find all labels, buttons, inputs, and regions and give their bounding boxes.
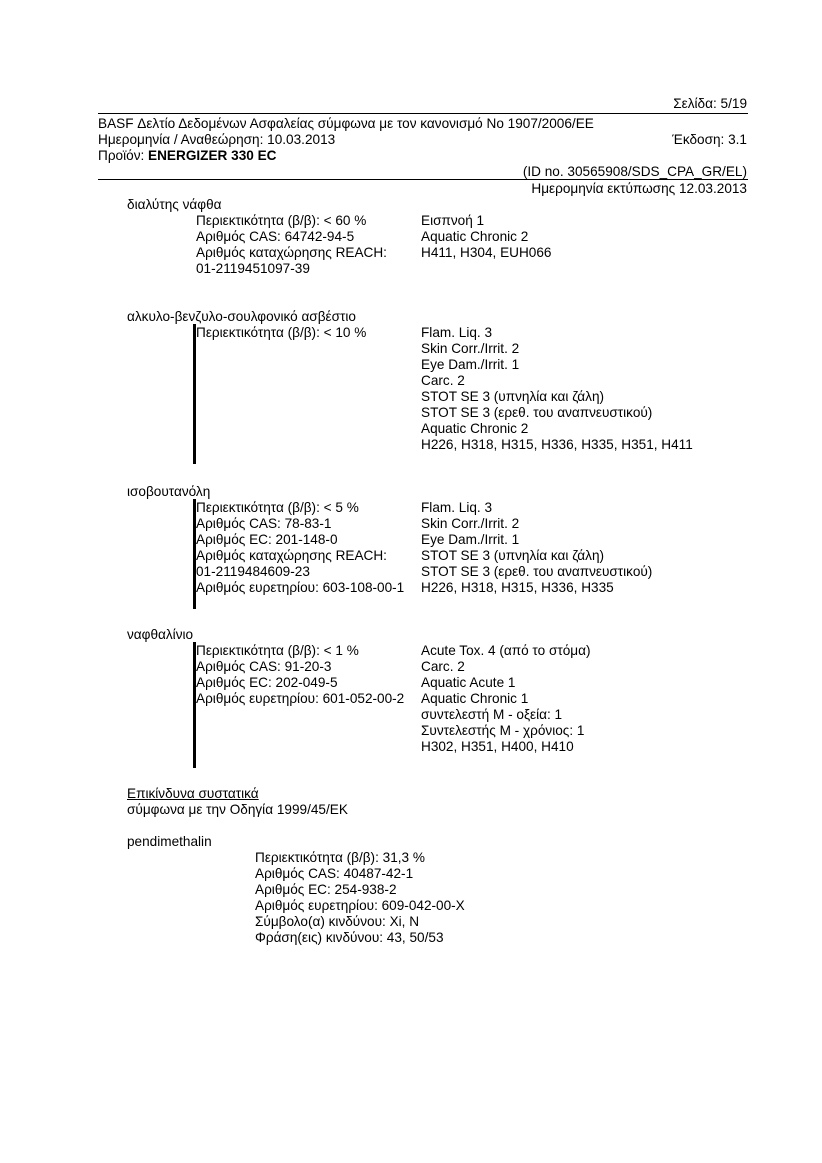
classification-line: Flam. Liq. 3 (421, 325, 493, 340)
property-line: Αριθμός ευρετηρίου: 609-042-00-X (255, 898, 465, 913)
classification-line: Εισπνοή 1 (421, 213, 485, 228)
substance-name: αλκυλο-βενζυλο-σουλφονικό ασβέστιο (127, 309, 356, 324)
substance-classification (421, 643, 591, 755)
substance-properties (196, 643, 404, 707)
classification-line: συντελεστή M - οξεία: 1 (421, 707, 563, 722)
product-label: Προϊόν: (98, 148, 149, 163)
substance-properties (255, 850, 465, 946)
classification-line: H226, H318, H315, H336, H335, H351, H411 (421, 437, 693, 452)
substance-name: ναφθαλίνιο (127, 627, 194, 642)
product-line (98, 148, 276, 164)
header-top-rule (98, 113, 748, 114)
classification-line: Eye Dam./Irrit. 1 (421, 357, 520, 372)
property-line: Αριθμός CAS: 91-20-3 (196, 659, 332, 674)
classification-line: STOT SE 3 (υπνηλία και ζάλη) (421, 548, 605, 563)
revision-bar (193, 324, 196, 464)
property-line: Αριθμός EC: 254-938-2 (255, 882, 397, 897)
classification-line: Flam. Liq. 3 (421, 500, 493, 515)
property-line: Αριθμός CAS: 40487-42-1 (255, 866, 414, 881)
revision-date: Ημερομηνία / Αναθεώρηση: 10.03.2013 (98, 132, 336, 147)
substance-name: ισοβουτανόλη (127, 484, 211, 499)
classification-line: STOT SE 3 (υπνηλία και ζάλη) (421, 389, 605, 404)
substance-name: διαλύτης νάφθα (127, 197, 222, 212)
substance-name: pendimethalin (127, 834, 212, 849)
classification-line: STOT SE 3 (ερεθ. του αναπνευστικού) (421, 405, 653, 420)
page-number: Σελίδα: 5/19 (673, 96, 747, 111)
property-line: Αριθμός ευρετηρίου: 603-108-00-1 (196, 580, 405, 595)
substance-classification (421, 325, 693, 453)
classification-line: H302, H351, H400, H410 (421, 739, 574, 754)
header-bottom-rule (98, 179, 748, 180)
substance-properties (196, 325, 366, 341)
property-line: Αριθμός EC: 202-049-5 (196, 675, 338, 690)
version: Έκδοση: 3.1 (672, 132, 747, 147)
classification-line: H411, H304, EUH066 (421, 245, 552, 260)
section-title: Επικίνδυνα συστατικά (127, 786, 259, 801)
property-line: 01-2119484609-23 (196, 564, 310, 579)
section-subtitle: σύμφωνα με την Οδηγία 1999/45/ΕΚ (127, 802, 348, 817)
substance-properties (196, 500, 404, 596)
classification-line: Skin Corr./Irrit. 2 (421, 341, 520, 356)
property-line: Περιεκτικότητα (β/β): 31,3 % (255, 850, 425, 865)
classification-line: Carc. 2 (421, 373, 465, 388)
property-line: Περιεκτικότητα (β/β): < 10 % (196, 325, 367, 340)
classification-line: Carc. 2 (421, 659, 465, 674)
property-line: Περιεκτικότητα (β/β): < 5 % (196, 500, 359, 515)
print-date: Ημερομηνία εκτύπωσης 12.03.2013 (531, 181, 747, 196)
property-line: Σύμβολο(α) κινδύνου: Xi, N (255, 914, 420, 929)
property-line: Περιεκτικότητα (β/β): < 60 % (196, 213, 367, 228)
classification-line: STOT SE 3 (ερεθ. του αναπνευστικού) (421, 564, 653, 579)
classification-line: Aquatic Acute 1 (421, 675, 516, 690)
property-line: Αριθμός CAS: 78-83-1 (196, 516, 332, 531)
property-line: Αριθμός καταχώρησης REACH: (196, 548, 387, 563)
property-line: Περιεκτικότητα (β/β): < 1 % (196, 643, 359, 658)
property-line: Αριθμός καταχώρησης REACH: (196, 245, 387, 260)
classification-line: Skin Corr./Irrit. 2 (421, 516, 520, 531)
substance-classification (421, 500, 652, 596)
property-line: Αριθμός EC: 201-148-0 (196, 532, 338, 547)
classification-line: H226, H318, H315, H336, H335 (421, 580, 614, 595)
property-line: Φράση(εις) κινδύνου: 43, 50/53 (255, 930, 444, 945)
substance-classification (421, 213, 551, 261)
substance-properties (196, 213, 387, 277)
classification-line: Eye Dam./Irrit. 1 (421, 532, 520, 547)
classification-line: Συντελεστής M - χρόνιος: 1 (421, 723, 585, 738)
classification-line: Aquatic Chronic 1 (421, 691, 529, 706)
document-title: BASF Δελτίο Δεδομένων Ασφαλείας σύμφωνα με τον κανονισμό Νο 1907/2006/ΕΕ (98, 116, 594, 131)
classification-line: Aquatic Chronic 2 (421, 229, 529, 244)
product-name: ENERGIZER 330 EC (148, 148, 277, 163)
property-line: Αριθμός CAS: 64742-94-5 (196, 229, 355, 244)
property-line: 01-2119451097-39 (196, 261, 310, 276)
classification-line: Acute Tox. 4 (από το στόμα) (421, 643, 591, 658)
document-id: (ID no. 30565908/SDS_CPA_GR/EL) (522, 164, 747, 179)
property-line: Αριθμός ευρετηρίου: 601-052-00-2 (196, 691, 405, 706)
classification-line: Aquatic Chronic 2 (421, 421, 529, 436)
